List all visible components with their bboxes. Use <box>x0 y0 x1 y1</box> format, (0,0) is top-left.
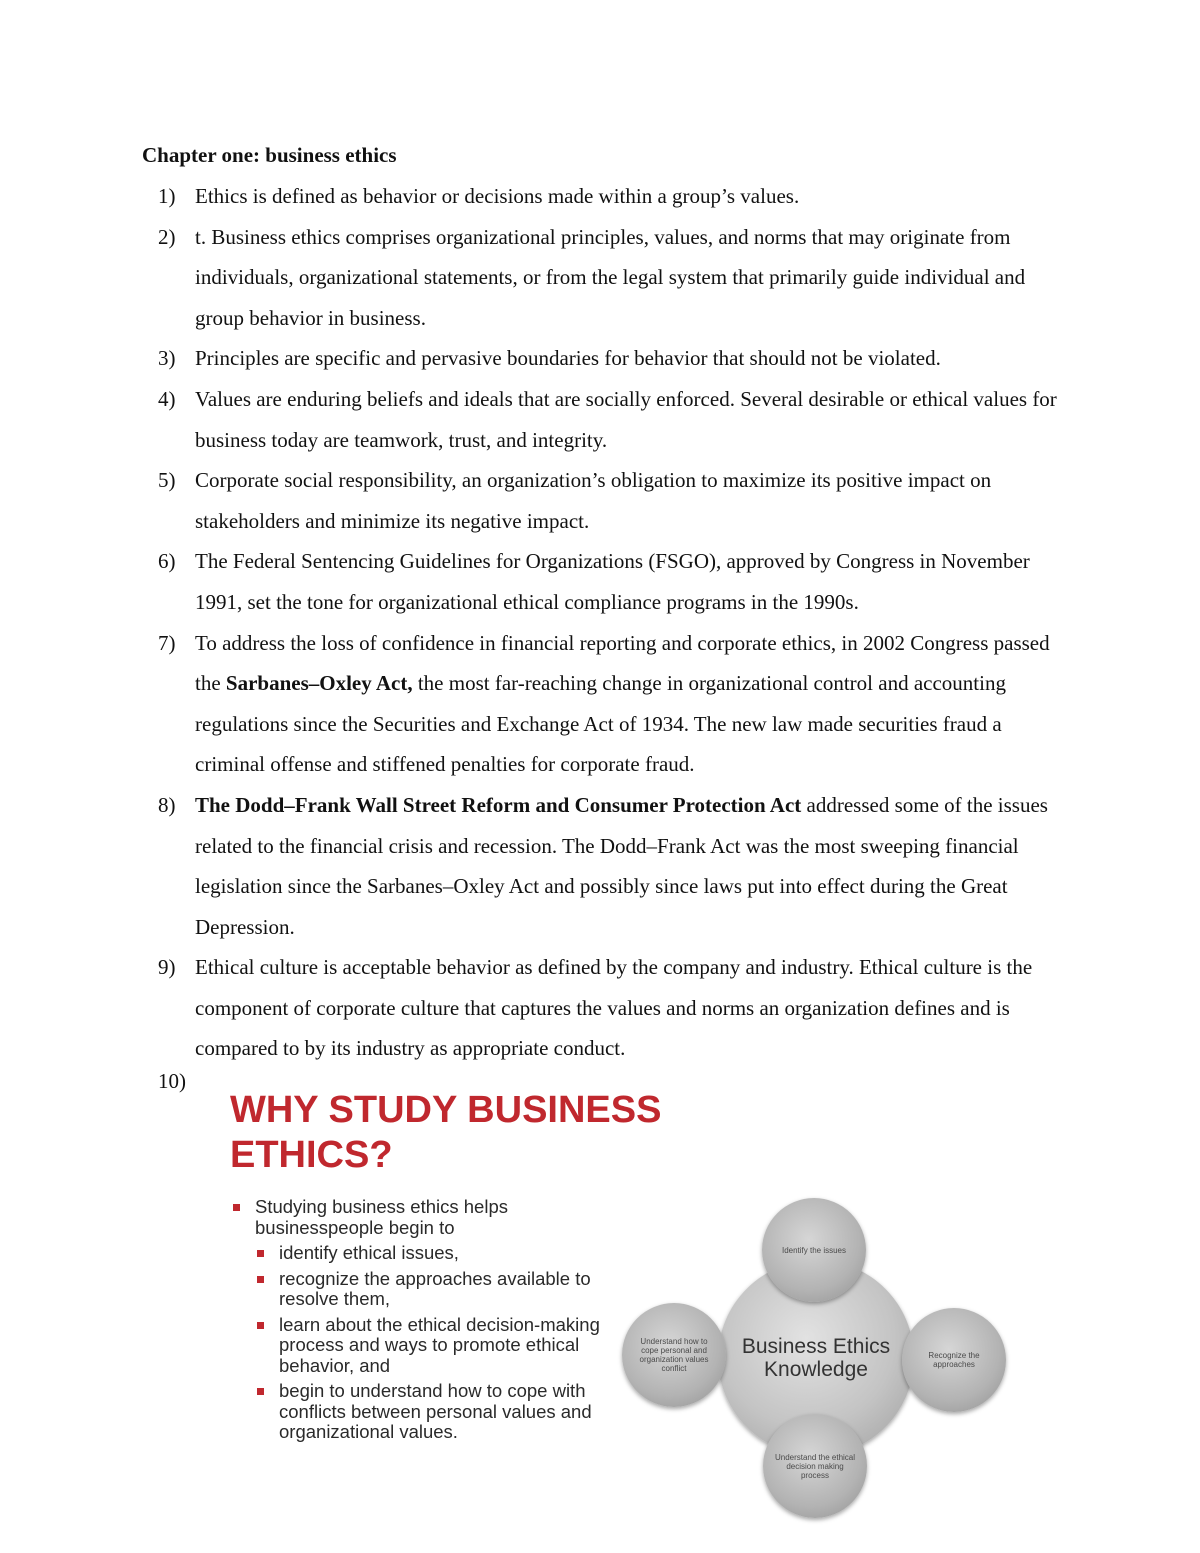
item-number: 4) <box>158 386 176 411</box>
right-circle <box>902 1308 1006 1412</box>
slide-bullet-list <box>233 1197 613 1443</box>
sub-bullet <box>233 1269 613 1310</box>
bottom-circle <box>763 1414 867 1518</box>
item-text: Ethical culture is acceptable behavior as defined by the company and industry. Ethical culture is the component of corporate culture that captures the values and norms an organization defines and is compared to by its industry as appropriate conduct. <box>195 955 1033 1061</box>
item-text: Corporate social responsibility, an organization’s obligation to maximize its positive impact on stakeholders and minimize its negative impact. <box>195 468 992 533</box>
bullet-square-icon <box>257 1250 264 1257</box>
bullet-text: learn about the ethical decision-making process and ways to promote ethical behavior, and <box>279 1313 600 1376</box>
item-number: 3) <box>158 346 176 371</box>
list-item <box>0 217 1075 339</box>
item-number: 9) <box>158 955 176 980</box>
bullet-square-icon <box>257 1388 264 1395</box>
right-circle-label: Recognize the approaches <box>928 1351 980 1369</box>
sub-bullet <box>233 1243 613 1264</box>
slide-title: WHY STUDY BUSINESS ETHICS? <box>230 1089 662 1176</box>
bullet-main <box>233 1197 613 1238</box>
item-text-after: addressed some of the issues related to the financial crisis and recession. The Dodd–Frank Act was the most sweeping financial legislation since the Sarbanes–Oxley Act and possibly since laws put into effect during the Great Depression. <box>195 792 1048 939</box>
bullet-text: identify ethical issues, <box>279 1242 459 1263</box>
numbered-list <box>0 176 1075 1069</box>
left-circle <box>622 1303 726 1407</box>
list-item <box>0 338 1075 379</box>
list-item <box>0 379 1075 460</box>
business-ethics-diagram <box>616 1198 1006 1518</box>
list-item <box>0 785 1075 947</box>
list-item <box>0 623 1075 785</box>
item-number: 5) <box>158 468 176 493</box>
sub-bullet <box>233 1381 613 1443</box>
list-item <box>0 176 1075 217</box>
bullet-text: Studying business ethics helps businesspeople begin to <box>255 1196 508 1238</box>
center-circle-label: Business Ethics Knowledge <box>741 1335 891 1381</box>
item-text-before: To address the loss of confidence in financial reporting and corporate ethics, in 2002 Congress passed the <box>195 630 1050 696</box>
top-circle <box>762 1198 866 1302</box>
item-number: 1) <box>158 184 176 208</box>
item-text: The Federal Sentencing Guidelines for Organizations (FSGO), approved by Congress in November 1991, set the tone for organizational ethical compliance programs in the 1990s. <box>195 549 1030 614</box>
bullet-square-icon <box>257 1276 264 1283</box>
act-name-bold: Sarbanes–Oxley Act, <box>225 671 413 696</box>
item-text: Ethics is defined as behavior or decisions made within a group’s values. <box>195 184 800 208</box>
item-text: Principles are specific and pervasive boundaries for behavior that should not be violated. <box>195 346 941 371</box>
left-circle-label: Understand how to cope personal and organization values conflict <box>639 1337 709 1373</box>
item-text: t. Business ethics comprises organizational principles, values, and norms that may originate from individuals, organizational statements, or from the legal system that primarily guide individual and group behavior in business. <box>195 224 1026 330</box>
item-number: 2) <box>158 224 176 249</box>
item-number: 7) <box>158 630 176 655</box>
bullet-text: begin to understand how to cope with conflicts between personal values and organizational values. <box>279 1380 592 1442</box>
top-circle-label: Identify the issues <box>781 1245 847 1255</box>
list-item <box>0 460 1075 541</box>
item-text-after: the most far-reaching change in organizational control and accounting regulations since the Securities and Exchange Act of 1934. The new law made securities fraud a criminal offense and stiffened penalties for corporate fraud. <box>195 671 1006 777</box>
bottom-circle-label: Understand the ethical decision making process <box>774 1452 856 1480</box>
act-name-bold: The Dodd–Frank Wall Street Reform and Consumer Protection Act <box>195 792 802 817</box>
chapter-heading: Chapter one: business ethics <box>142 143 397 167</box>
item-number: 8) <box>158 792 176 817</box>
sub-bullet <box>233 1315 613 1377</box>
item-text: Values are enduring beliefs and ideals that are socially enforced. Several desirable or ethical values for business today are teamwork, trust, and integrity. <box>195 386 1057 452</box>
item-number: 6) <box>158 549 176 574</box>
bullet-text: recognize the approaches available to resolve them, <box>279 1267 591 1309</box>
list-item <box>0 541 1075 622</box>
bullet-square-icon <box>233 1204 240 1211</box>
bullet-square-icon <box>257 1322 264 1329</box>
item-number-10: 10) <box>158 1069 186 1093</box>
list-item <box>0 947 1075 1069</box>
